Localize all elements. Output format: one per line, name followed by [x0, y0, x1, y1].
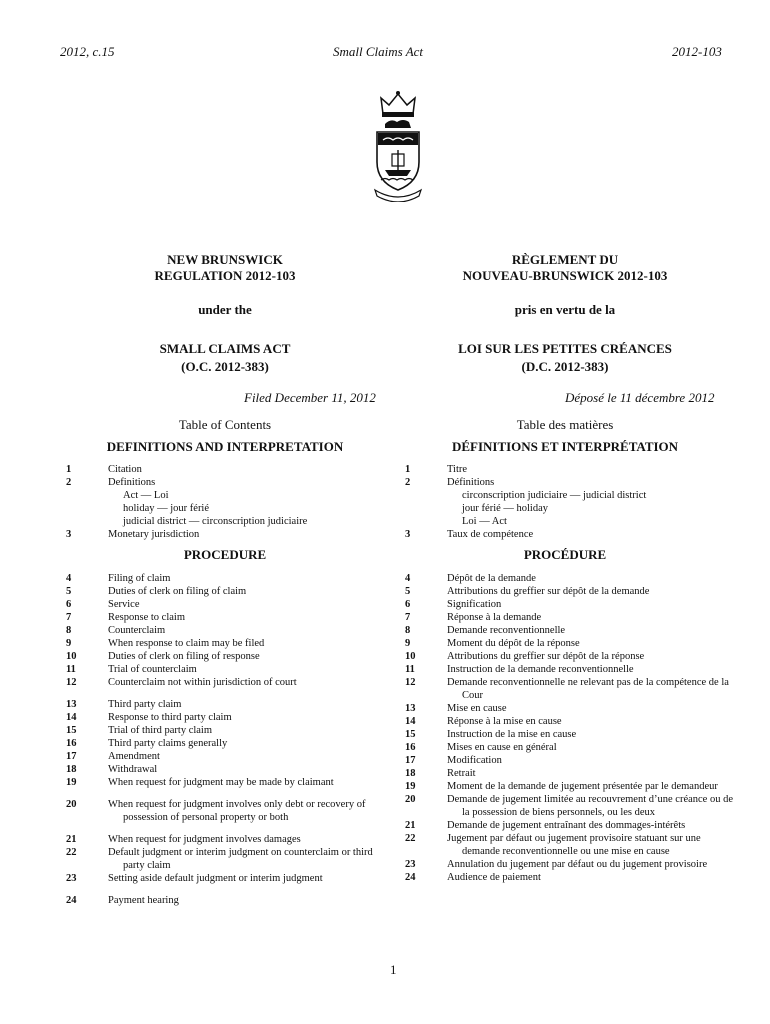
toc-entry-number: 17 — [405, 755, 416, 766]
toc-entry[interactable] — [66, 528, 386, 541]
toc-entry[interactable] — [66, 598, 386, 611]
toc-entry-number: 1 — [66, 464, 72, 475]
toc-entry-title: Setting aside default judgment or interim judgment — [108, 873, 323, 884]
toc-entry-number: 15 — [405, 729, 416, 740]
toc-entry-number: 18 — [66, 764, 77, 775]
act-title-fr: LOI SUR LES PETITES CRÉANCES (D.C. 2012-383) — [458, 341, 672, 374]
section-definitions-fr: DÉFINITIONS ET INTERPRÉTATION — [451, 439, 679, 454]
toc-entry[interactable] — [66, 833, 386, 846]
regulation-title-en: NEW BRUNSWICK REGULATION 2012-103 — [154, 252, 296, 283]
toc-entry-number: 24 — [66, 895, 77, 906]
toc-entry-title: Third party claim — [108, 699, 182, 710]
toc-entry-title: Réponse à la demande — [447, 612, 542, 623]
toc-entry-number: 12 — [405, 677, 416, 688]
section-definitions-en: DEFINITIONS AND INTERPRETATION — [106, 439, 344, 454]
toc-entry-title: Moment de la demande de jugement présentée par le demandeur — [447, 781, 718, 792]
toc-entry-number: 22 — [405, 833, 416, 844]
toc-entry-number: 14 — [405, 716, 416, 727]
toc-entry[interactable] — [405, 780, 735, 793]
list-gap — [66, 885, 386, 894]
header-chapter: 2012, c.15 — [60, 44, 115, 59]
toc-entry-number: 7 — [405, 612, 411, 623]
toc-entry[interactable] — [405, 715, 735, 728]
toc-heading-fr: Table des matières — [516, 417, 614, 432]
toc-entry-number: 8 — [405, 625, 411, 636]
toc-entry-title: Audience de paiement — [447, 872, 541, 883]
act-title-en: SMALL CLAIMS ACT (O.C. 2012-383) — [159, 341, 291, 374]
toc-entry-title: Modification — [447, 755, 502, 766]
toc-entry[interactable] — [405, 489, 735, 502]
toc-entry-number: 21 — [66, 834, 77, 845]
toc-entry-title: When response to claim may be filed — [108, 638, 265, 649]
list-gap — [66, 689, 386, 698]
toc-entry[interactable] — [66, 872, 386, 885]
toc-entry-number: 7 — [66, 612, 72, 623]
toc-entry-number: 5 — [66, 586, 72, 597]
toc-entry[interactable] — [405, 754, 735, 767]
toc-entry-title: Payment hearing — [108, 895, 179, 906]
toc-entry-title: When request for judgment involves only debt or recovery of possession of personal property or both — [108, 799, 366, 823]
toc-entry-title: Third party claims generally — [108, 738, 228, 749]
toc-entry-title: Mises en cause en général — [447, 742, 557, 753]
toc-entry-number: 10 — [405, 651, 416, 662]
toc-entry-title: Moment du dépôt de la réponse — [447, 638, 580, 649]
toc-entry[interactable] — [405, 598, 735, 611]
toc-entry[interactable] — [405, 767, 735, 780]
toc-entry[interactable] — [66, 650, 386, 663]
toc-entry[interactable] — [405, 663, 735, 676]
toc-entry[interactable] — [66, 737, 386, 750]
toc-entry-number: 3 — [405, 529, 411, 540]
under-the-en: under the — [198, 302, 252, 317]
toc-entry-number: 9 — [405, 638, 411, 649]
toc-entry[interactable] — [405, 502, 735, 515]
toc-entry-title: Definitions — [108, 477, 156, 488]
toc-entry-title: Mise en cause — [447, 703, 507, 714]
toc-entry-title: Réponse à la mise en cause — [447, 716, 562, 727]
toc-entry[interactable] — [405, 624, 735, 637]
toc-entry[interactable] — [405, 728, 735, 741]
toc-entry-title: judicial district — circonscription judiciaire — [123, 516, 308, 527]
toc-entry[interactable] — [405, 793, 735, 819]
toc-entry-number: 23 — [66, 873, 77, 884]
toc-entry-title: Withdrawal — [108, 764, 158, 775]
toc-entry[interactable] — [405, 832, 735, 858]
toc-entry-title: Loi — Act — [462, 516, 507, 527]
toc-entry-number: 11 — [66, 664, 76, 675]
toc-entry-number: 8 — [66, 625, 72, 636]
toc-entry-number: 20 — [66, 799, 77, 810]
toc-entry-number: 12 — [66, 677, 77, 688]
toc-entry[interactable] — [405, 741, 735, 754]
toc-entry[interactable] — [405, 871, 735, 884]
toc-entry-number: 10 — [66, 651, 77, 662]
under-the-fr: pris en vertu de la — [514, 302, 616, 317]
toc-entry-title: Demande reconventionnelle ne relevant pas de la compétence de la Cour — [447, 677, 729, 701]
toc-entry-title: Signification — [447, 599, 502, 610]
toc-entry-title: Dépôt de la demande — [447, 573, 536, 584]
filed-date-fr: Déposé le 11 décembre 2012 — [565, 390, 715, 405]
toc-entry-number: 1 — [405, 464, 411, 475]
toc-entry[interactable] — [405, 476, 735, 489]
toc-entry-title: Act — Loi — [123, 490, 169, 501]
toc-entry-number: 17 — [66, 751, 77, 762]
toc-entry-number: 24 — [405, 872, 416, 883]
toc-entry-number: 20 — [405, 794, 416, 805]
toc-entry-number: 6 — [405, 599, 411, 610]
toc-entry[interactable] — [405, 572, 735, 585]
toc-entry-number: 22 — [66, 847, 77, 858]
toc-entry[interactable] — [66, 798, 386, 824]
toc-entry[interactable] — [405, 463, 735, 476]
toc-entry-title: Citation — [108, 464, 142, 475]
toc-entry[interactable] — [405, 515, 735, 528]
toc-entry-number: 15 — [66, 725, 77, 736]
toc-entry[interactable] — [66, 724, 386, 737]
toc-entry-number: 16 — [405, 742, 416, 753]
toc-entry-number: 4 — [405, 573, 411, 584]
toc-entry-title: circonscription judiciaire — judicial district — [462, 490, 647, 501]
toc-entry[interactable] — [405, 676, 735, 702]
toc-entry[interactable] — [405, 585, 735, 598]
toc-entry[interactable] — [66, 572, 386, 585]
toc-entry[interactable] — [66, 711, 386, 724]
toc-entry[interactable] — [66, 763, 386, 776]
toc-entry-title: Response to third party claim — [108, 712, 232, 723]
list-gap — [66, 789, 386, 798]
toc-entry-title: Demande de jugement limitée au recouvrement d’une créance ou de la possession de biens personnels, ou les deux — [447, 794, 733, 818]
toc-entry[interactable] — [66, 750, 386, 763]
toc-entry-number: 23 — [405, 859, 416, 870]
procedure-list-fr — [405, 572, 735, 884]
toc-entry[interactable] — [66, 502, 386, 515]
toc-entry-number: 2 — [405, 477, 411, 488]
toc-entry[interactable] — [66, 611, 386, 624]
toc-entry[interactable] — [66, 624, 386, 637]
toc-entry-title: Counterclaim not within jurisdiction of court — [108, 677, 297, 688]
toc-entry-number: 13 — [66, 699, 77, 710]
toc-entry-number: 19 — [66, 777, 77, 788]
procedure-list-en — [66, 572, 386, 907]
toc-entry-title: Response to claim — [108, 612, 185, 623]
toc-entry-title: Counterclaim — [108, 625, 166, 636]
toc-entry-number: 14 — [66, 712, 77, 723]
toc-entry-title: Titre — [447, 464, 468, 475]
toc-entry-title: Trial of third party claim — [108, 725, 213, 736]
toc-entry-title: When request for judgment may be made by claimant — [108, 777, 334, 788]
coat-of-arms-icon — [365, 90, 431, 202]
toc-entry-title: Demande reconventionnelle — [447, 625, 566, 636]
toc-entry-number: 21 — [405, 820, 416, 831]
toc-entry[interactable] — [66, 776, 386, 789]
toc-entry[interactable] — [66, 489, 386, 502]
toc-entry-title: holiday — jour férié — [123, 503, 210, 514]
section-procedure-en: PROCEDURE — [183, 547, 267, 562]
toc-entry-number: 11 — [405, 664, 415, 675]
toc-entry-number: 16 — [66, 738, 77, 749]
list-gap — [66, 824, 386, 833]
toc-entry-title: Instruction de la mise en cause — [447, 729, 577, 740]
toc-entry-title: Jugement par défaut ou jugement provisoire statuant sur une demande reconventionnelle ou une mise en cause — [447, 833, 701, 857]
toc-entry-title: When request for judgment involves damages — [108, 834, 301, 845]
toc-entry-title: Default judgment or interim judgment on counterclaim or third party claim — [108, 847, 373, 871]
filed-date-en: Filed December 11, 2012 — [244, 390, 376, 405]
toc-entry-title: Monetary jurisdiction — [108, 529, 200, 540]
toc-entry[interactable] — [405, 702, 735, 715]
toc-entry[interactable] — [405, 528, 735, 541]
toc-entry[interactable] — [66, 463, 386, 476]
section-procedure-fr: PROCÉDURE — [523, 547, 607, 562]
toc-heading-en: Table of Contents — [178, 417, 272, 432]
toc-entry[interactable] — [66, 515, 386, 528]
toc-entry-number: 19 — [405, 781, 416, 792]
toc-entry[interactable] — [66, 894, 386, 907]
regulation-title-fr: RÈGLEMENT DU NOUVEAU-BRUNSWICK 2012-103 — [462, 252, 668, 283]
toc-entry-title: Duties of clerk on filing of response — [108, 651, 260, 662]
toc-entry-number: 5 — [405, 586, 411, 597]
page-number: 1 — [390, 962, 397, 977]
toc-entry[interactable] — [66, 476, 386, 489]
toc-entry[interactable] — [66, 663, 386, 676]
toc-entry[interactable] — [66, 698, 386, 711]
header-regulation-number: 2012-103 — [672, 44, 722, 59]
definitions-list-en — [66, 463, 386, 541]
toc-entry-title: Taux de compétence — [447, 529, 534, 540]
toc-entry-number: 6 — [66, 599, 72, 610]
toc-entry-title: Service — [108, 599, 140, 610]
toc-entry-title: Définitions — [447, 477, 495, 488]
toc-entry-number: 18 — [405, 768, 416, 779]
toc-entry[interactable] — [66, 846, 386, 872]
toc-entry-title: Retrait — [447, 768, 476, 779]
toc-entry-title: Trial of counterclaim — [108, 664, 197, 675]
toc-entry-number: 4 — [66, 573, 72, 584]
toc-entry-title: Demande de jugement entraînant des dommages-intérêts — [447, 820, 686, 831]
toc-entry[interactable] — [405, 611, 735, 624]
toc-entry-title: Duties of clerk on filing of claim — [108, 586, 247, 597]
toc-entry[interactable] — [405, 819, 735, 832]
toc-entry-title: jour férié — holiday — [462, 503, 549, 514]
toc-entry-title: Instruction de la demande reconventionnelle — [447, 664, 634, 675]
header-act-title: Small Claims Act — [333, 44, 424, 59]
toc-entry-number: 9 — [66, 638, 72, 649]
toc-entry[interactable] — [66, 676, 386, 689]
toc-entry[interactable] — [405, 637, 735, 650]
toc-entry-title: Attributions du greffier sur dépôt de la demande — [447, 586, 650, 597]
toc-entry-title: Annulation du jugement par défaut ou du jugement provisoire — [447, 859, 708, 870]
definitions-list-fr — [405, 463, 735, 541]
toc-entry-title: Filing of claim — [108, 573, 171, 584]
toc-entry-number: 2 — [66, 477, 72, 488]
toc-entry[interactable] — [405, 650, 735, 663]
toc-entry[interactable] — [405, 858, 735, 871]
toc-entry[interactable] — [66, 637, 386, 650]
toc-entry-title: Attributions du greffier sur dépôt de la réponse — [447, 651, 645, 662]
toc-entry[interactable] — [66, 585, 386, 598]
toc-entry-number: 3 — [66, 529, 72, 540]
toc-entry-number: 13 — [405, 703, 416, 714]
toc-entry-title: Amendment — [108, 751, 160, 762]
